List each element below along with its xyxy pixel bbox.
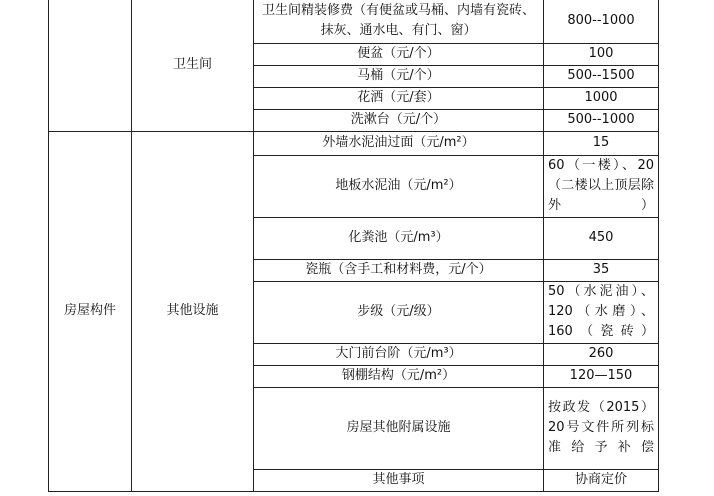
item-name-cell: 步级（元/级）	[254, 281, 544, 343]
item-name-cell: 便盆（元/个）	[254, 43, 544, 65]
item-price-cell: 35	[544, 259, 659, 281]
item-name-cell: 其他事项	[254, 469, 544, 491]
table-row	[49, 131, 659, 155]
item-name-cell: 外墙水泥油过面（元/m²）	[254, 131, 544, 155]
item-name-cell: 地板水泥油（元/m²）	[254, 155, 544, 217]
item-price-cell: 120—150	[544, 365, 659, 387]
item-price-cell: 500--1500	[544, 65, 659, 87]
item-price-cell: 协商定价	[544, 469, 659, 491]
item-name-cell: 房屋其他附属设施	[254, 387, 544, 469]
item-name-cell: 钢棚结构（元/m²）	[254, 365, 544, 387]
item-name-cell: 瓷瓶（含手工和材料费，元/个）	[254, 259, 544, 281]
compensation-table	[48, 0, 659, 492]
item-price-cell: 60（一楼）、20（二楼以上顶层除外）	[544, 155, 659, 217]
item-name-cell: 洗漱台（元/个）	[254, 109, 544, 131]
item-name-cell: 化粪池（元/m³）	[254, 217, 544, 259]
item-price-cell: 50（水泥油）、120（水磨）、160（瓷砖）	[544, 281, 659, 343]
item-price-cell: 800--1000	[544, 0, 659, 43]
item-price-cell: 260	[544, 343, 659, 365]
item-price-cell: 450	[544, 217, 659, 259]
item-name-cell: 卫生间精装修费（有便盆或马桶、内墙有瓷砖、抹灰、通水电、有门、窗）	[254, 0, 544, 43]
item-name-cell: 大门前台阶（元/m³）	[254, 343, 544, 365]
item-name-cell: 马桶（元/个）	[254, 65, 544, 87]
item-price-cell: 1000	[544, 87, 659, 109]
item-name-cell: 花洒（元/套）	[254, 87, 544, 109]
subcategory-cell: 卫生间	[132, 0, 254, 131]
item-price-cell: 500--1000	[544, 109, 659, 131]
category-cell-empty	[49, 0, 132, 131]
item-price-cell: 按政发（2015）20号文件所列标准给予补偿	[544, 387, 659, 469]
item-price-cell: 15	[544, 131, 659, 155]
table-row	[49, 0, 659, 43]
category-cell: 房屋构件	[49, 131, 132, 491]
subcategory-cell: 其他设施	[132, 131, 254, 491]
item-price-cell: 100	[544, 43, 659, 65]
